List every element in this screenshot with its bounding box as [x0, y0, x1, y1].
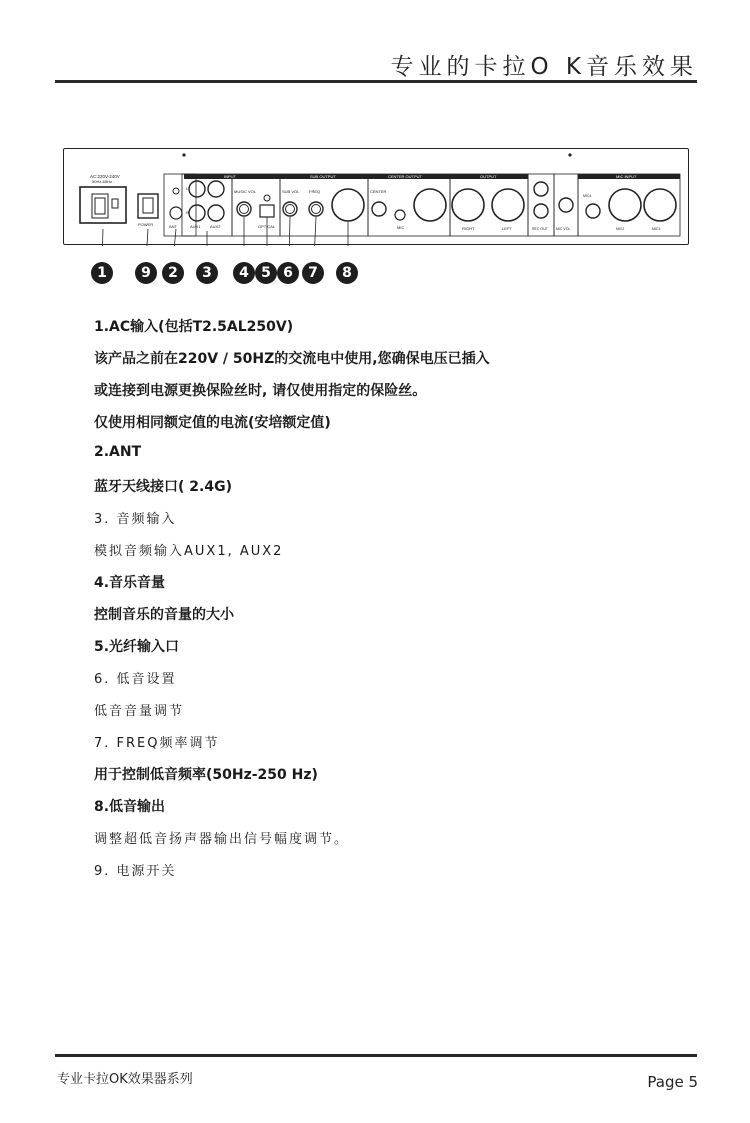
svg-text:AUX2: AUX2	[210, 224, 221, 229]
center-output-section	[368, 174, 450, 236]
text-line: 模拟音频输入AUX1, AUX2	[94, 544, 284, 559]
svg-text:CENTER OUTPUT: CENTER OUTPUT	[388, 174, 422, 179]
callout-8: 8	[336, 262, 358, 284]
rec-out-section	[528, 174, 578, 236]
footer-divider	[55, 1054, 697, 1057]
svg-text:MIC3: MIC3	[652, 227, 661, 231]
svg-text:SUB VOL: SUB VOL	[282, 189, 300, 194]
svg-text:CENTER: CENTER	[370, 189, 387, 194]
page-header-title: 专业的卡拉O K音乐效果	[390, 54, 698, 80]
optical-input	[232, 174, 280, 236]
mic-input-section	[578, 174, 680, 236]
ac-freq-label: 50Hz-60Hz	[92, 179, 113, 184]
svg-text:MIC INPUT: MIC INPUT	[616, 174, 637, 179]
page-number: Page 5	[647, 1073, 698, 1091]
text-line: 9. 电源开关	[94, 864, 177, 879]
text-line: 4.音乐音量	[94, 575, 166, 591]
callout-7: 7	[302, 262, 324, 284]
text-line: 8.低音输出	[94, 799, 166, 815]
text-line: 1.AC输入(包括T2.5AL250V)	[94, 319, 294, 335]
text-line: 5.光纤输入口	[94, 639, 180, 655]
callout-6: 6	[277, 262, 299, 284]
callout-3: 3	[196, 262, 218, 284]
text-line: 调整超低音扬声器输出信号幅度调节。	[94, 832, 350, 847]
svg-text:LEFT: LEFT	[502, 226, 512, 231]
svg-text:MUSIC VOL: MUSIC VOL	[234, 189, 257, 194]
screw-dot-left	[182, 153, 185, 156]
callout-1: 1	[91, 262, 113, 284]
svg-text:OPTICAL: OPTICAL	[258, 224, 276, 229]
svg-text:MIC2: MIC2	[616, 227, 625, 231]
text-line: 3. 音频输入	[94, 512, 177, 527]
text-line: 该产品之前在220V / 50HZ的交流电中使用,您确保电压已插入	[94, 351, 490, 367]
ac-inlet	[80, 174, 126, 223]
text-line: 2.ANT	[94, 444, 142, 460]
svg-text:MIC: MIC	[397, 225, 405, 230]
svg-text:FREQ: FREQ	[309, 189, 321, 194]
text-line: 仅使用相同额定值的电流(安培额定值)	[94, 415, 331, 431]
ac-rating-label: AC:220V-240V	[90, 174, 120, 179]
callout-9: 9	[135, 262, 157, 284]
music-volume-knob	[234, 189, 257, 216]
text-line: 6. 低音设置	[94, 672, 177, 687]
svg-text:MIC VOL: MIC VOL	[556, 227, 571, 231]
text-line: 或连接到电源更换保险丝时, 请仅使用指定的保险丝。	[94, 383, 427, 399]
ant-label: ANT	[169, 224, 177, 229]
svg-text:OUTPUT: OUTPUT	[480, 174, 497, 179]
text-line: 低音音量调节	[94, 704, 185, 719]
screw-dot-right	[568, 153, 571, 156]
callout-4: 4	[233, 262, 255, 284]
power-label: POWER	[138, 222, 154, 227]
rear-panel-diagram	[63, 148, 689, 245]
power-switch	[138, 194, 158, 227]
input-label: INPUT	[224, 174, 236, 179]
svg-text:SUB OUTPUT: SUB OUTPUT	[310, 174, 336, 179]
sub-output-section	[280, 174, 368, 236]
svg-text:REC OUT: REC OUT	[532, 227, 548, 231]
callout-row	[0, 262, 750, 288]
footer-series-name: 专业卡拉OK效果器系列	[57, 1072, 193, 1087]
main-output-section	[450, 174, 528, 236]
text-line: 用于控制低音频率(50Hz-250 Hz)	[94, 767, 318, 783]
svg-text:AUX1: AUX1	[190, 224, 201, 229]
svg-text:R: R	[186, 210, 189, 215]
callout-5: 5	[255, 262, 277, 284]
header-divider	[55, 80, 697, 83]
svg-text:MIC4: MIC4	[583, 194, 592, 198]
text-line: 控制音乐的音量的大小	[94, 607, 234, 623]
callout-2: 2	[162, 262, 184, 284]
svg-text:RIGHT: RIGHT	[462, 226, 475, 231]
svg-text:L: L	[186, 186, 189, 191]
text-line: 7. FREQ频率调节	[94, 736, 220, 751]
text-line: 蓝牙天线接口( 2.4G)	[94, 479, 232, 495]
